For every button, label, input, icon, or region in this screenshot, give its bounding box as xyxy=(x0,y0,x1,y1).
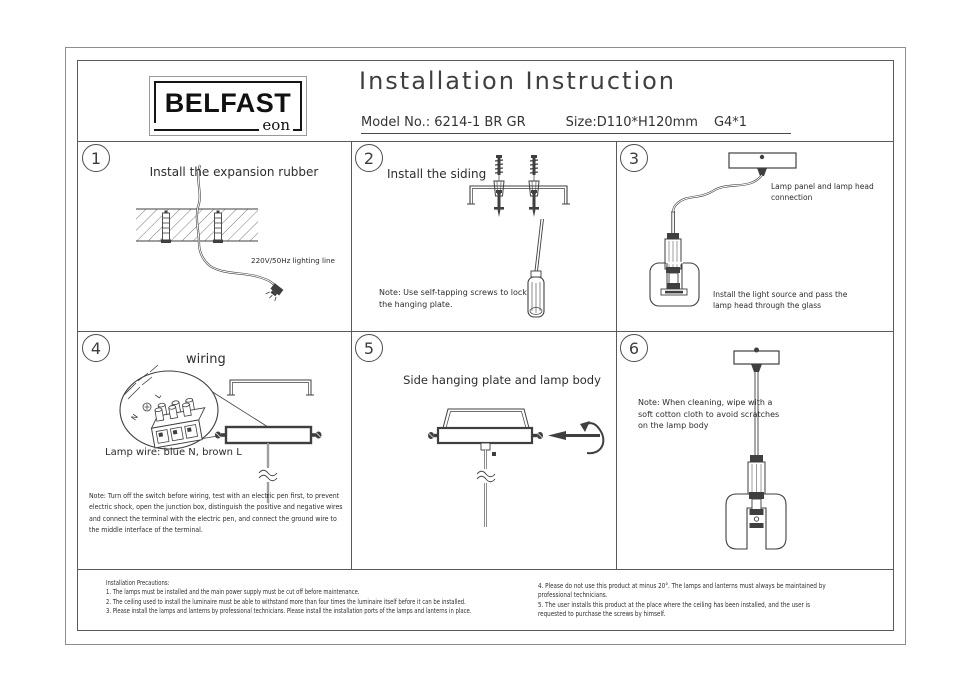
panel-4-wire-label: Lamp wire: blue N, brown L xyxy=(105,447,242,458)
wire-plug-icon xyxy=(265,283,283,302)
lamp-panel xyxy=(729,153,796,176)
page-title: Installation Instruction xyxy=(359,67,677,95)
callout-line xyxy=(211,391,268,427)
panel-3 xyxy=(616,141,893,331)
panel-6 xyxy=(616,331,893,569)
panel-6-note: Note: When cleaning, wipe with a soft cotton cloth to avoid scratches on the lamp body xyxy=(638,398,780,430)
canopy xyxy=(438,428,532,443)
model-number: Model No.: 6214-1 BR GR xyxy=(361,115,526,130)
terminal-l-label: L xyxy=(153,391,164,401)
precautions-right-block xyxy=(538,582,834,620)
panel-1-caption: Install the expansion rubber xyxy=(149,165,319,179)
expansion-anchor-icon xyxy=(213,211,223,244)
logo-corner-tick xyxy=(293,120,302,131)
precaution-item-3: 3. Please install the lamps and lanterns by professional technicians. Please install the installation ports of the lamps and lanterns in place. xyxy=(106,607,472,616)
expansion-anchor-icon xyxy=(161,211,171,244)
panel-4-number: 4 xyxy=(82,334,110,362)
screwdriver-icon xyxy=(528,219,544,317)
ceiling-plate xyxy=(734,348,779,373)
brand-name: BELFAST xyxy=(164,87,292,118)
panel-5-diagram xyxy=(351,331,616,569)
bulb-spec: G4*1 xyxy=(713,115,748,130)
precaution-item-2: 2. The ceiling used to install the luminaire must be able to withstand more than four times the luminaire itself before it can be installed. xyxy=(106,597,466,606)
panel-5-number: 5 xyxy=(355,334,383,362)
panel-4-note: Note: Turn off the switch before wiring, test with an electric pen first, to prevent electric shock, open the junction box, distinguish the positive and negative wires and connect the terminal with the electric pen, and connect the ground wire to the middle interface of the terminal. xyxy=(89,491,343,534)
connection-wire xyxy=(673,175,762,213)
panel-6-number: 6 xyxy=(620,334,648,362)
hanging-plate xyxy=(227,380,314,395)
panel-2-number: 2 xyxy=(355,144,383,172)
lamp-holder xyxy=(748,455,765,499)
logo-rule xyxy=(154,129,259,131)
precaution-item-4: 4. Please do not use this product at minus 20°. The lamps and lanterns must always be maintained by professional technicians. xyxy=(538,582,826,600)
hanging-plate xyxy=(443,409,529,428)
panel-1-wire-label: 220V/50Hz lighting line xyxy=(251,256,335,265)
brand-logo xyxy=(149,76,307,136)
panel-2-note: Note: Use self-tapping screws to lock the hanging plate. xyxy=(379,288,527,309)
panel-3-label-bottom: Install the light source and pass the lamp head through the glass xyxy=(713,290,848,310)
precaution-item-5: 5. The user installs this product at the place where the ceiling has been installed, and the user is requested to purchase the screws by himself. xyxy=(538,600,811,619)
panel-3-number: 3 xyxy=(620,144,648,172)
panel-1-number: 1 xyxy=(82,144,110,172)
tapping-screw-icon xyxy=(494,155,504,196)
panel-2-caption: Install the siding xyxy=(387,167,487,181)
panel-1 xyxy=(78,141,351,331)
canopy xyxy=(226,427,311,443)
magnifier-detail xyxy=(120,365,218,449)
hanging-plate xyxy=(467,186,570,204)
precautions-title: Installation Precautions: xyxy=(106,579,170,587)
panel-3-label-top: Lamp panel and lamp head connection xyxy=(771,182,874,202)
panel-2 xyxy=(351,141,616,331)
terminal-n-label: N xyxy=(129,412,140,423)
precaution-item-1: 1. The lamps must be installed and the main power supply must be cut off before maintenance. xyxy=(106,588,360,597)
model-info-line xyxy=(361,115,791,134)
panel-4 xyxy=(78,331,351,569)
footer-divider xyxy=(78,569,893,570)
sheet-frame xyxy=(77,60,894,631)
brand-logo-baseline xyxy=(154,116,302,132)
size-spec: Size:D110*H120mm xyxy=(565,115,698,130)
brand-subname: eon xyxy=(262,116,290,134)
side-screw-icon xyxy=(532,432,543,439)
rotation-arrow-icon xyxy=(548,421,603,453)
pendant-wire xyxy=(476,443,496,527)
panel-4-caption: wiring xyxy=(186,352,226,367)
precautions-left-block xyxy=(106,579,510,617)
panel-6-diagram xyxy=(616,331,893,569)
tapping-screw-icon xyxy=(529,155,539,196)
panel-5 xyxy=(351,331,616,569)
glass-shade xyxy=(726,494,786,549)
panel-5-caption: Side hanging plate and lamp body xyxy=(403,373,601,387)
